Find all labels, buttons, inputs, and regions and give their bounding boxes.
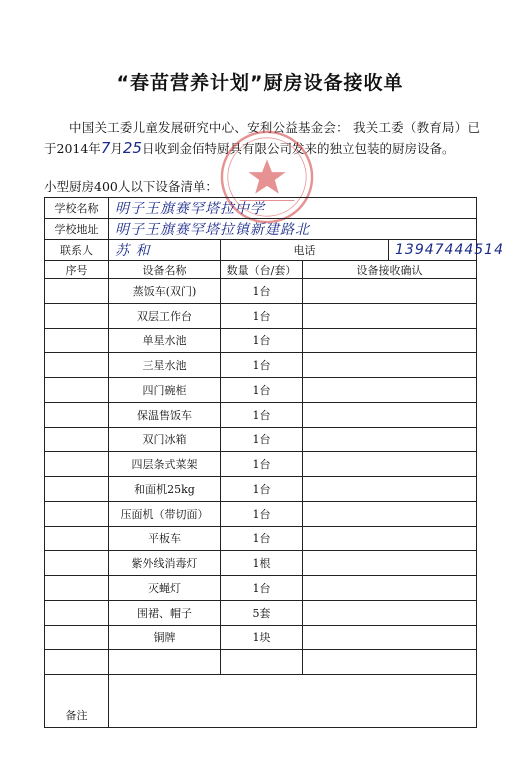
item-qty: 1台: [221, 328, 303, 353]
item-confirm: [303, 378, 477, 403]
item-qty: 1根: [221, 551, 303, 576]
contact-value: [109, 240, 221, 261]
school-address-row: [45, 219, 477, 240]
item-name: 蒸饭车(双门): [109, 279, 221, 304]
table-header-row: [45, 261, 477, 279]
school-name-value: [109, 198, 477, 219]
school-address-handwriting: 明子王旗赛罕塔拉镇新建路北: [115, 222, 310, 238]
table-row: [45, 452, 477, 477]
item-qty: 1台: [221, 353, 303, 378]
table-row: [45, 353, 477, 378]
school-address-value: [109, 219, 477, 240]
row-index: [45, 600, 109, 625]
school-name-label: 学校名称: [45, 198, 109, 219]
school-name-handwriting: 明子王旗赛罕塔拉中学: [115, 201, 265, 217]
table-row: [45, 427, 477, 452]
table-row: [45, 625, 477, 650]
table-row: [45, 303, 477, 328]
row-index: [45, 303, 109, 328]
phone-label: 电话: [221, 240, 389, 261]
item-confirm: [303, 427, 477, 452]
item-name: 紫外线消毒灯: [109, 551, 221, 576]
item-confirm: [303, 625, 477, 650]
table-row: [45, 576, 477, 601]
item-name: 四层条式菜架: [109, 452, 221, 477]
item-qty: [221, 650, 303, 675]
item-qty: 1台: [221, 526, 303, 551]
intro-text-after: 日收到金佰特厨具有限公司发来的独立包装的厨房设备。: [141, 141, 455, 156]
row-index: [45, 279, 109, 304]
month-unit: 月: [110, 141, 123, 156]
item-name: 和面机25kg: [109, 477, 221, 502]
item-confirm: [303, 328, 477, 353]
phone-handwriting: 13947444514: [395, 242, 504, 258]
contact-row: [45, 240, 477, 261]
document-title: “春苗营养计划”厨房设备接收单: [116, 72, 404, 94]
item-qty: 1台: [221, 477, 303, 502]
table-row: [45, 551, 477, 576]
col-header-qty: 数量（台/套）: [221, 261, 303, 279]
item-name: 平板车: [109, 526, 221, 551]
row-index: [45, 353, 109, 378]
item-confirm: [303, 501, 477, 526]
handwritten-month: 7: [100, 139, 111, 157]
item-confirm: [303, 452, 477, 477]
row-index: [45, 501, 109, 526]
row-index: [45, 625, 109, 650]
item-qty: 5套: [221, 600, 303, 625]
item-name: 保温售饭车: [109, 402, 221, 427]
table-row: [45, 328, 477, 353]
row-index: [45, 427, 109, 452]
row-index: [45, 328, 109, 353]
table-row: [45, 600, 477, 625]
equipment-list-subtitle: 小型厨房400人以下设备清单：: [44, 179, 218, 194]
item-qty: 1台: [221, 378, 303, 403]
col-header-confirm: 设备接收确认: [303, 261, 477, 279]
item-qty: 1台: [221, 279, 303, 304]
item-confirm: [303, 303, 477, 328]
table-row: [45, 402, 477, 427]
equipment-table: [44, 197, 504, 728]
item-name: [109, 650, 221, 675]
item-name: 压面机（带切面）: [109, 501, 221, 526]
row-index: [45, 551, 109, 576]
item-qty: 1台: [221, 427, 303, 452]
col-header-name: 设备名称: [109, 261, 221, 279]
item-name: 铜牌: [109, 625, 221, 650]
item-confirm: [303, 477, 477, 502]
item-confirm: [303, 279, 477, 304]
intro-text-before: 中国关工委儿童发展研究中心、安利公益基金会： 我关工委（教育局）已于2014年: [44, 120, 480, 156]
item-name: 双层工作台: [109, 303, 221, 328]
item-confirm: [303, 600, 477, 625]
phone-value: [389, 240, 504, 261]
item-qty: 1台: [221, 501, 303, 526]
row-index: [45, 650, 109, 675]
item-confirm: [303, 526, 477, 551]
school-name-row: [45, 198, 477, 219]
item-name: 单星水池: [109, 328, 221, 353]
item-confirm: [303, 650, 477, 675]
item-confirm: [303, 402, 477, 427]
col-header-index: 序号: [45, 261, 109, 279]
table-row: [45, 501, 477, 526]
item-name: 围裙、帽子: [109, 600, 221, 625]
item-qty: 1台: [221, 576, 303, 601]
row-index: [45, 526, 109, 551]
table-row: [45, 279, 477, 304]
item-confirm: [303, 353, 477, 378]
note-row: [45, 675, 477, 728]
note-value: [109, 675, 477, 728]
table-row: [45, 526, 477, 551]
row-index: [45, 402, 109, 427]
item-confirm: [303, 576, 477, 601]
item-name: 双门冰箱: [109, 427, 221, 452]
item-confirm: [303, 551, 477, 576]
item-name: 灭蝇灯: [109, 576, 221, 601]
row-index: [45, 378, 109, 403]
contact-label: 联系人: [45, 240, 109, 261]
row-index: [45, 576, 109, 601]
table-row: [45, 378, 477, 403]
school-address-label: 学校地址: [45, 219, 109, 240]
note-label: 备注: [45, 675, 109, 728]
contact-handwriting: 苏 和: [115, 243, 151, 259]
item-qty: 1台: [221, 402, 303, 427]
item-qty: 1台: [221, 303, 303, 328]
item-qty: 1块: [221, 625, 303, 650]
item-qty: 1台: [221, 452, 303, 477]
table-row: [45, 650, 477, 675]
handwritten-day: 25: [122, 139, 142, 157]
intro-paragraph: [44, 118, 480, 159]
table-row: [45, 477, 477, 502]
item-name: 三星水池: [109, 353, 221, 378]
item-name: 四门碗柜: [109, 378, 221, 403]
row-index: [45, 477, 109, 502]
row-index: [45, 452, 109, 477]
